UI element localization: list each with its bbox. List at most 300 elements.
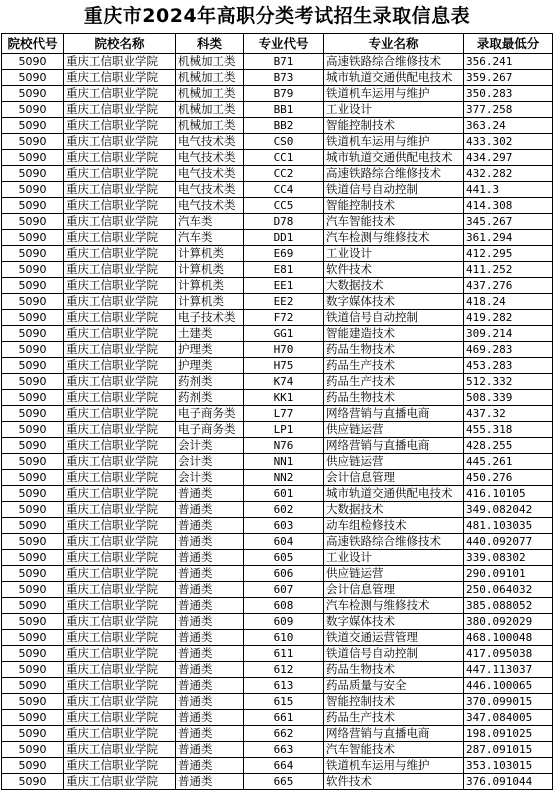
school-name-cell: 重庆工信职业学院 [64,470,176,486]
header-min-score: 录取最低分 [464,34,553,54]
category-cell: 机械加工类 [176,86,244,102]
school-code-cell: 5090 [2,390,64,406]
table-row [2,470,553,486]
major-name-cell: 城市轨道交通供配电技术 [324,70,464,86]
school-code-cell: 5090 [2,502,64,518]
min-score-cell: 469.283 [464,342,553,358]
school-name-cell: 重庆工信职业学院 [64,118,176,134]
major-code-cell: 605 [244,550,324,566]
major-code-cell: 665 [244,774,324,790]
major-name-cell: 智能控制技术 [324,694,464,710]
school-name-cell: 重庆工信职业学院 [64,710,176,726]
major-code-cell: CC4 [244,182,324,198]
category-cell: 普通类 [176,518,244,534]
school-name-cell: 重庆工信职业学院 [64,758,176,774]
min-score-cell: 339.08302 [464,550,553,566]
school-name-cell: 重庆工信职业学院 [64,198,176,214]
category-cell: 普通类 [176,742,244,758]
table-row [2,710,553,726]
major-name-cell: 高速铁路综合维修技术 [324,166,464,182]
school-name-cell: 重庆工信职业学院 [64,614,176,630]
major-name-cell: 网络营销与直播电商 [324,438,464,454]
category-cell: 计算机类 [176,262,244,278]
school-code-cell: 5090 [2,742,64,758]
table-row [2,150,553,166]
min-score-cell: 309.214 [464,326,553,342]
school-code-cell: 5090 [2,710,64,726]
school-code-cell: 5090 [2,246,64,262]
table-row [2,102,553,118]
table-row [2,358,553,374]
category-cell: 药剂类 [176,390,244,406]
table-row [2,678,553,694]
min-score-cell: 434.297 [464,150,553,166]
major-code-cell: 609 [244,614,324,630]
min-score-cell: 437.276 [464,278,553,294]
category-cell: 计算机类 [176,246,244,262]
major-name-cell: 工业设计 [324,246,464,262]
school-name-cell: 重庆工信职业学院 [64,294,176,310]
table-row [2,438,553,454]
min-score-cell: 455.318 [464,422,553,438]
category-cell: 普通类 [176,502,244,518]
major-name-cell: 供应链运营 [324,566,464,582]
category-cell: 计算机类 [176,294,244,310]
table-row [2,662,553,678]
major-name-cell: 工业设计 [324,550,464,566]
min-score-cell: 445.261 [464,454,553,470]
min-score-cell: 198.091025 [464,726,553,742]
table-row [2,726,553,742]
table-row [2,214,553,230]
min-score-cell: 441.3 [464,182,553,198]
category-cell: 会计类 [176,438,244,454]
table-row [2,86,553,102]
header-major-name: 专业名称 [324,34,464,54]
school-name-cell: 重庆工信职业学院 [64,678,176,694]
school-code-cell: 5090 [2,54,64,70]
table-row [2,630,553,646]
school-code-cell: 5090 [2,470,64,486]
school-name-cell: 重庆工信职业学院 [64,694,176,710]
major-code-cell: 602 [244,502,324,518]
category-cell: 普通类 [176,710,244,726]
min-score-cell: 450.276 [464,470,553,486]
school-code-cell: 5090 [2,598,64,614]
major-code-cell: 604 [244,534,324,550]
school-name-cell: 重庆工信职业学院 [64,230,176,246]
category-cell: 机械加工类 [176,118,244,134]
category-cell: 电气技术类 [176,182,244,198]
major-name-cell: 供应链运营 [324,422,464,438]
min-score-cell: 481.103035 [464,518,553,534]
school-code-cell: 5090 [2,214,64,230]
category-cell: 电气技术类 [176,166,244,182]
major-code-cell: 606 [244,566,324,582]
major-name-cell: 城市轨道交通供配电技术 [324,486,464,502]
table-row [2,342,553,358]
table-row [2,134,553,150]
major-name-cell: 铁道交通运营管理 [324,630,464,646]
table-row [2,614,553,630]
major-name-cell: 铁道信号自动控制 [324,182,464,198]
school-name-cell: 重庆工信职业学院 [64,630,176,646]
major-code-cell: DD1 [244,230,324,246]
major-name-cell: 软件技术 [324,774,464,790]
school-name-cell: 重庆工信职业学院 [64,358,176,374]
min-score-cell: 414.308 [464,198,553,214]
school-name-cell: 重庆工信职业学院 [64,534,176,550]
school-code-cell: 5090 [2,102,64,118]
table-row [2,374,553,390]
major-code-cell: CC5 [244,198,324,214]
table-row [2,390,553,406]
major-name-cell: 药品生产技术 [324,374,464,390]
school-name-cell: 重庆工信职业学院 [64,726,176,742]
min-score-cell: 353.103015 [464,758,553,774]
category-cell: 电气技术类 [176,150,244,166]
min-score-cell: 349.082042 [464,502,553,518]
category-cell: 电气技术类 [176,198,244,214]
category-cell: 电气技术类 [176,134,244,150]
table-row [2,278,553,294]
major-code-cell: E69 [244,246,324,262]
table-row [2,534,553,550]
school-code-cell: 5090 [2,278,64,294]
category-cell: 机械加工类 [176,102,244,118]
min-score-cell: 433.302 [464,134,553,150]
major-code-cell: BB1 [244,102,324,118]
major-name-cell: 药品生物技术 [324,342,464,358]
category-cell: 普通类 [176,630,244,646]
major-code-cell: NN2 [244,470,324,486]
major-name-cell: 汽车智能技术 [324,214,464,230]
school-name-cell: 重庆工信职业学院 [64,502,176,518]
min-score-cell: 376.091044 [464,774,553,790]
table-row [2,246,553,262]
category-cell: 汽车类 [176,230,244,246]
major-name-cell: 药品生物技术 [324,662,464,678]
major-name-cell: 大数据技术 [324,278,464,294]
major-name-cell: 铁道信号自动控制 [324,646,464,662]
table-row [2,118,553,134]
min-score-cell: 453.283 [464,358,553,374]
major-name-cell: 软件技术 [324,262,464,278]
min-score-cell: 468.100048 [464,630,553,646]
major-code-cell: 610 [244,630,324,646]
major-code-cell: 664 [244,758,324,774]
category-cell: 普通类 [176,662,244,678]
school-name-cell: 重庆工信职业学院 [64,182,176,198]
school-name-cell: 重庆工信职业学院 [64,342,176,358]
category-cell: 电子技术类 [176,310,244,326]
school-code-cell: 5090 [2,134,64,150]
school-code-cell: 5090 [2,662,64,678]
school-code-cell: 5090 [2,182,64,198]
major-code-cell: L77 [244,406,324,422]
page-title: 重庆市2024年高职分类考试招生录取信息表 [83,5,471,27]
major-code-cell: EE1 [244,278,324,294]
major-code-cell: CS0 [244,134,324,150]
category-cell: 普通类 [176,534,244,550]
category-cell: 土建类 [176,326,244,342]
table-row [2,406,553,422]
major-name-cell: 城市轨道交通供配电技术 [324,150,464,166]
category-cell: 护理类 [176,342,244,358]
table-row [2,70,553,86]
major-name-cell: 大数据技术 [324,502,464,518]
school-name-cell: 重庆工信职业学院 [64,70,176,86]
major-code-cell: 608 [244,598,324,614]
table-row [2,182,553,198]
school-name-cell: 重庆工信职业学院 [64,150,176,166]
school-name-cell: 重庆工信职业学院 [64,326,176,342]
major-code-cell: H75 [244,358,324,374]
school-name-cell: 重庆工信职业学院 [64,486,176,502]
category-cell: 普通类 [176,614,244,630]
table-row [2,582,553,598]
school-name-cell: 重庆工信职业学院 [64,582,176,598]
major-name-cell: 智能建造技术 [324,326,464,342]
min-score-cell: 345.267 [464,214,553,230]
school-name-cell: 重庆工信职业学院 [64,438,176,454]
table-row [2,742,553,758]
major-code-cell: D78 [244,214,324,230]
header-school-code: 院校代号 [2,34,64,54]
min-score-cell: 508.339 [464,390,553,406]
school-code-cell: 5090 [2,118,64,134]
school-code-cell: 5090 [2,486,64,502]
table-row [2,230,553,246]
school-code-cell: 5090 [2,198,64,214]
school-code-cell: 5090 [2,422,64,438]
major-name-cell: 高速铁路综合维修技术 [324,534,464,550]
table-row [2,566,553,582]
category-cell: 普通类 [176,694,244,710]
school-name-cell: 重庆工信职业学院 [64,662,176,678]
school-code-cell: 5090 [2,758,64,774]
min-score-cell: 411.252 [464,262,553,278]
major-name-cell: 药品生产技术 [324,710,464,726]
major-code-cell: B79 [244,86,324,102]
min-score-cell: 385.088052 [464,598,553,614]
header-school-name: 院校名称 [64,34,176,54]
school-name-cell: 重庆工信职业学院 [64,54,176,70]
min-score-cell: 250.064032 [464,582,553,598]
school-code-cell: 5090 [2,694,64,710]
major-name-cell: 网络营销与直播电商 [324,406,464,422]
category-cell: 普通类 [176,758,244,774]
category-cell: 普通类 [176,598,244,614]
major-code-cell: H70 [244,342,324,358]
school-code-cell: 5090 [2,518,64,534]
min-score-cell: 380.092029 [464,614,553,630]
school-code-cell: 5090 [2,406,64,422]
table-row [2,774,553,790]
major-code-cell: NN1 [244,454,324,470]
school-code-cell: 5090 [2,630,64,646]
category-cell: 机械加工类 [176,70,244,86]
major-name-cell: 智能控制技术 [324,118,464,134]
school-name-cell: 重庆工信职业学院 [64,454,176,470]
school-code-cell: 5090 [2,582,64,598]
school-code-cell: 5090 [2,374,64,390]
major-name-cell: 会计信息管理 [324,582,464,598]
school-name-cell: 重庆工信职业学院 [64,422,176,438]
min-score-cell: 412.295 [464,246,553,262]
major-name-cell: 供应链运营 [324,454,464,470]
major-code-cell: 613 [244,678,324,694]
min-score-cell: 359.267 [464,70,553,86]
major-name-cell: 铁道信号自动控制 [324,310,464,326]
category-cell: 普通类 [176,550,244,566]
category-cell: 普通类 [176,582,244,598]
major-code-cell: 601 [244,486,324,502]
major-code-cell: 607 [244,582,324,598]
major-name-cell: 智能控制技术 [324,198,464,214]
school-name-cell: 重庆工信职业学院 [64,310,176,326]
major-code-cell: N76 [244,438,324,454]
major-code-cell: 612 [244,662,324,678]
school-name-cell: 重庆工信职业学院 [64,86,176,102]
category-cell: 计算机类 [176,278,244,294]
table-row [2,454,553,470]
school-code-cell: 5090 [2,454,64,470]
category-cell: 普通类 [176,646,244,662]
min-score-cell: 350.283 [464,86,553,102]
table-row [2,422,553,438]
min-score-cell: 347.084005 [464,710,553,726]
school-code-cell: 5090 [2,342,64,358]
school-code-cell: 5090 [2,262,64,278]
major-code-cell: F72 [244,310,324,326]
major-name-cell: 高速铁路综合维修技术 [324,54,464,70]
table-row [2,310,553,326]
major-name-cell: 数字媒体技术 [324,294,464,310]
min-score-cell: 287.091015 [464,742,553,758]
major-name-cell: 汽车检测与维修技术 [324,230,464,246]
category-cell: 汽车类 [176,214,244,230]
min-score-cell: 419.282 [464,310,553,326]
school-code-cell: 5090 [2,534,64,550]
major-code-cell: KK1 [244,390,324,406]
table-row [2,294,553,310]
table-row [2,518,553,534]
school-code-cell: 5090 [2,646,64,662]
min-score-cell: 290.09101 [464,566,553,582]
school-name-cell: 重庆工信职业学院 [64,774,176,790]
category-cell: 护理类 [176,358,244,374]
min-score-cell: 363.24 [464,118,553,134]
school-code-cell: 5090 [2,294,64,310]
major-code-cell: B73 [244,70,324,86]
school-code-cell: 5090 [2,326,64,342]
table-row [2,166,553,182]
category-cell: 普通类 [176,486,244,502]
major-code-cell: K74 [244,374,324,390]
category-cell: 普通类 [176,566,244,582]
major-name-cell: 汽车检测与维修技术 [324,598,464,614]
school-code-cell: 5090 [2,230,64,246]
min-score-cell: 437.32 [464,406,553,422]
school-code-cell: 5090 [2,70,64,86]
major-code-cell: CC1 [244,150,324,166]
school-name-cell: 重庆工信职业学院 [64,246,176,262]
school-name-cell: 重庆工信职业学院 [64,374,176,390]
category-cell: 机械加工类 [176,54,244,70]
major-code-cell: 663 [244,742,324,758]
school-code-cell: 5090 [2,358,64,374]
school-code-cell: 5090 [2,774,64,790]
min-score-cell: 512.332 [464,374,553,390]
category-cell: 普通类 [176,726,244,742]
major-name-cell: 网络营销与直播电商 [324,726,464,742]
school-code-cell: 5090 [2,438,64,454]
min-score-cell: 440.092077 [464,534,553,550]
table-row [2,198,553,214]
school-name-cell: 重庆工信职业学院 [64,390,176,406]
major-code-cell: EE2 [244,294,324,310]
major-name-cell: 数字媒体技术 [324,614,464,630]
school-name-cell: 重庆工信职业学院 [64,646,176,662]
table-row [2,262,553,278]
table-row [2,502,553,518]
table-row [2,486,553,502]
major-name-cell: 铁道机车运用与维护 [324,86,464,102]
min-score-cell: 447.113037 [464,662,553,678]
school-code-cell: 5090 [2,150,64,166]
major-code-cell: GG1 [244,326,324,342]
min-score-cell: 446.100065 [464,678,553,694]
school-name-cell: 重庆工信职业学院 [64,134,176,150]
school-name-cell: 重庆工信职业学院 [64,742,176,758]
school-code-cell: 5090 [2,614,64,630]
school-code-cell: 5090 [2,678,64,694]
major-code-cell: BB2 [244,118,324,134]
school-name-cell: 重庆工信职业学院 [64,550,176,566]
table-row [2,598,553,614]
major-code-cell: 615 [244,694,324,710]
header-category: 科类 [176,34,244,54]
major-name-cell: 动车组检修技术 [324,518,464,534]
school-name-cell: 重庆工信职业学院 [64,278,176,294]
school-code-cell: 5090 [2,86,64,102]
table-row [2,54,553,70]
category-cell: 普通类 [176,774,244,790]
category-cell: 药剂类 [176,374,244,390]
major-name-cell: 药品质量与安全 [324,678,464,694]
major-name-cell: 汽车智能技术 [324,742,464,758]
min-score-cell: 416.10105 [464,486,553,502]
school-name-cell: 重庆工信职业学院 [64,262,176,278]
header-major-code: 专业代号 [244,34,324,54]
table-row [2,694,553,710]
school-name-cell: 重庆工信职业学院 [64,566,176,582]
major-code-cell: E81 [244,262,324,278]
category-cell: 会计类 [176,470,244,486]
major-code-cell: 661 [244,710,324,726]
school-name-cell: 重庆工信职业学院 [64,166,176,182]
table-row [2,646,553,662]
school-name-cell: 重庆工信职业学院 [64,214,176,230]
category-cell: 电子商务类 [176,406,244,422]
major-code-cell: CC2 [244,166,324,182]
table-row [2,326,553,342]
min-score-cell: 428.255 [464,438,553,454]
table-header-row [2,34,553,54]
school-code-cell: 5090 [2,166,64,182]
major-name-cell: 药品生产技术 [324,358,464,374]
